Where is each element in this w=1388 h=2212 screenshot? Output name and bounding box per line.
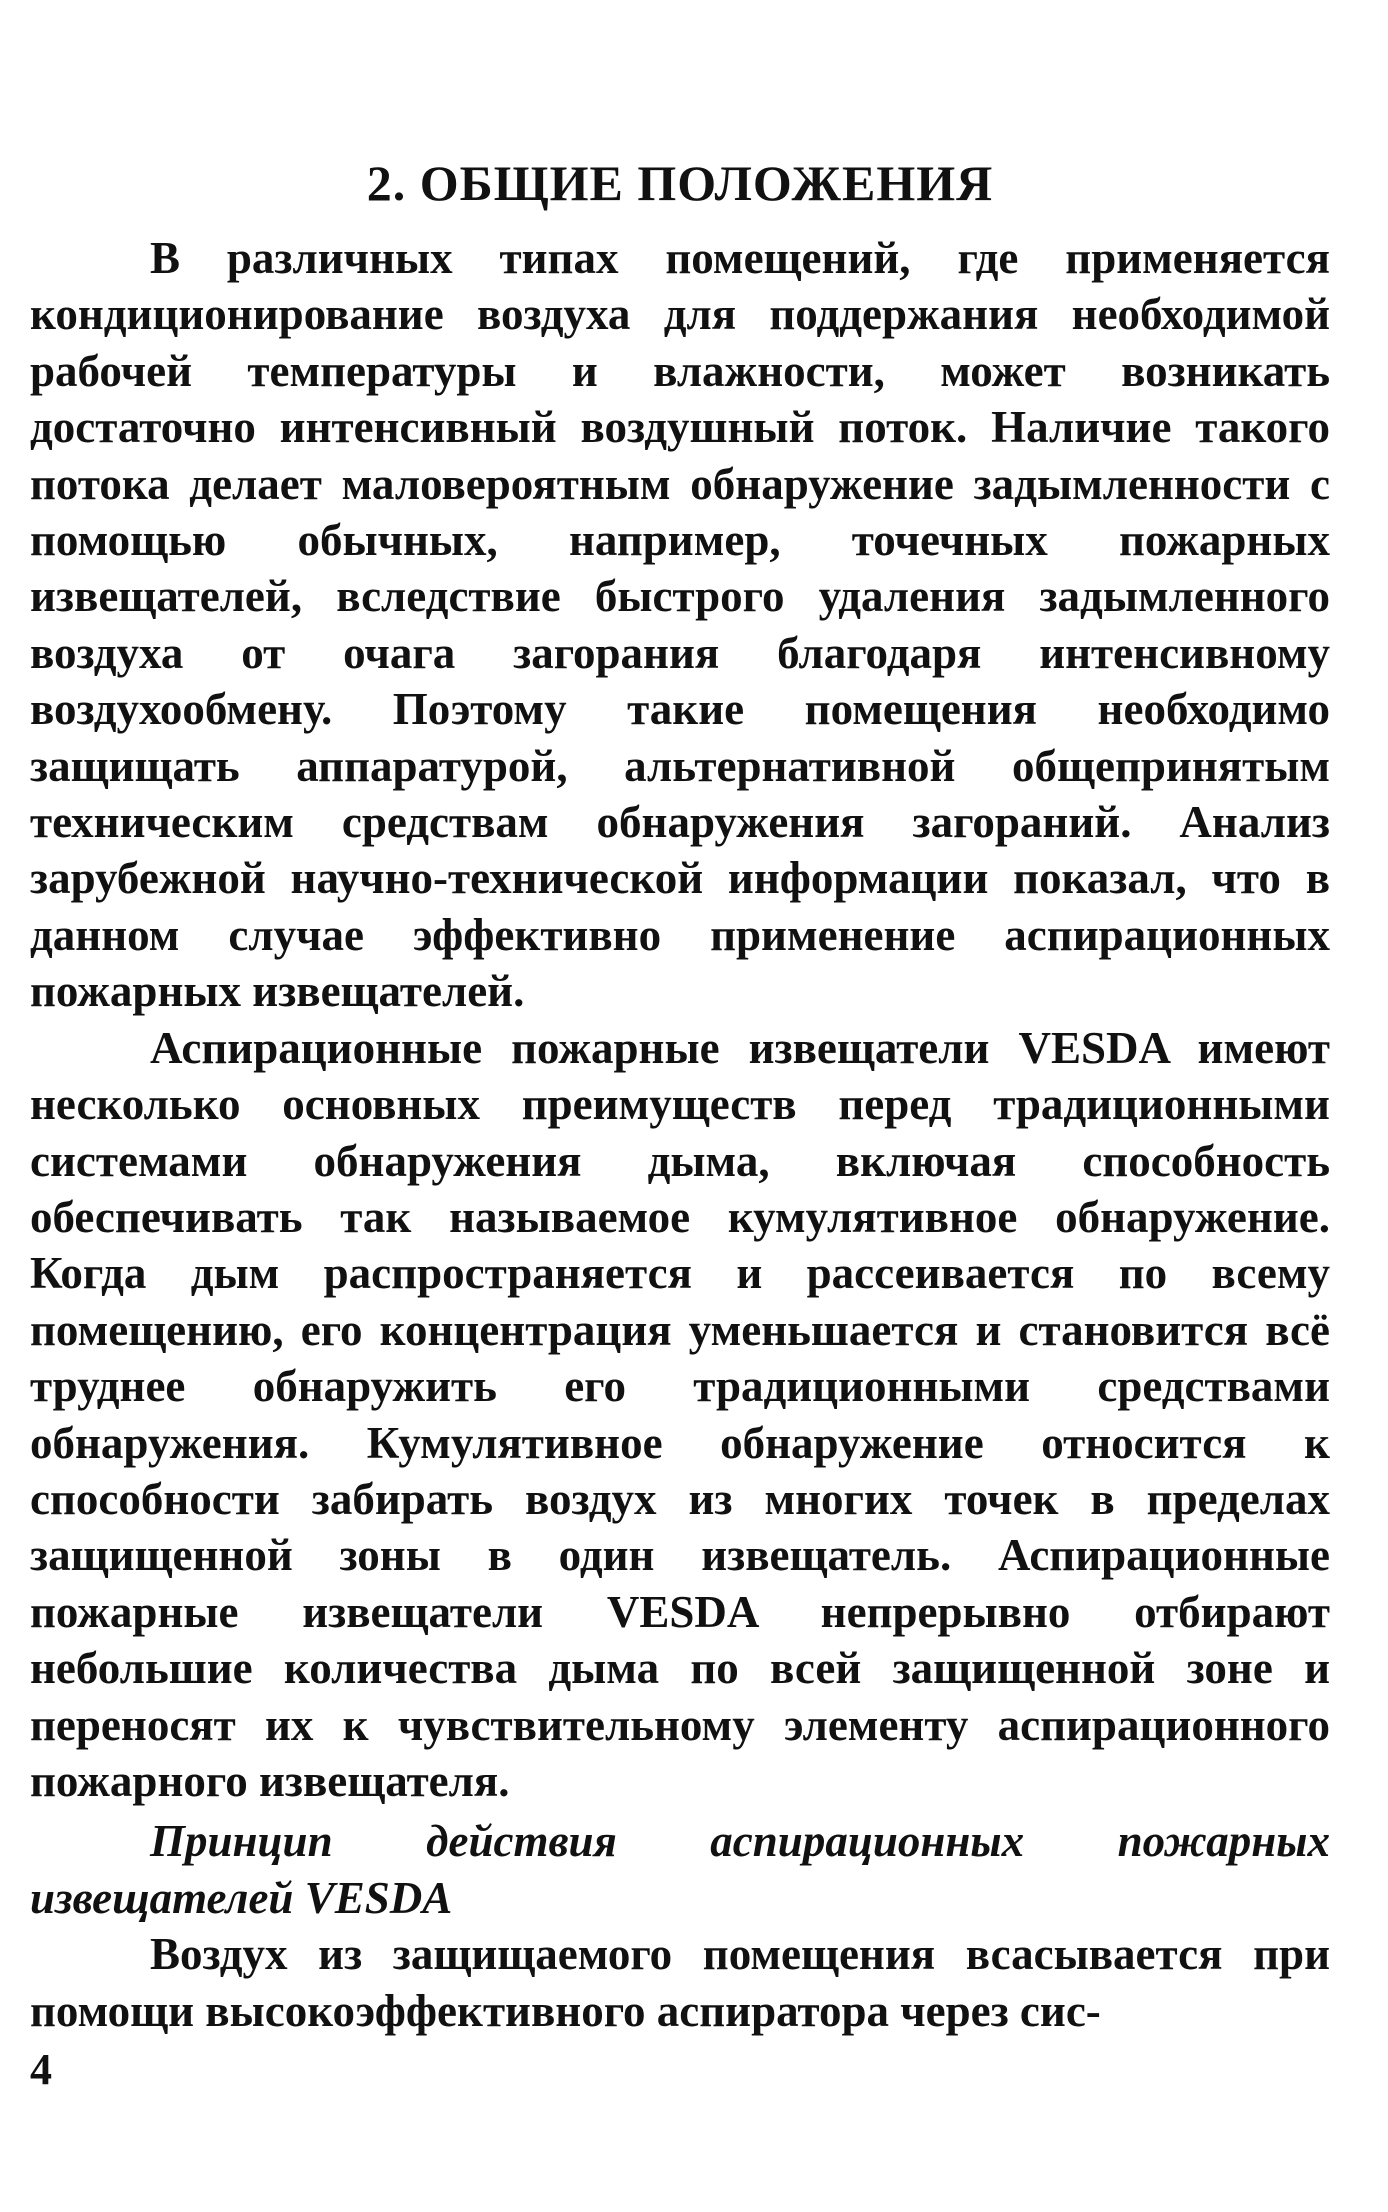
paragraph-2: Аспирационные пожарные извещатели VESDA имеют несколько основных преимуществ перед традиционными системами обнаружения дыма, включая способность обеспечивать так называемое кумулятивное обнаружение. Когда дым распространяется и рассеивается по всему помещению, его концентрация уменьшается и становится всё труднее обнаружить его традиционными средствами обнаружения. Кумулятивное обнаружение относится к способности забирать воздух из многих точек в пределах защищенной зоны в один извещатель. Аспирационные пожарные извещатели VESDA непрерывно отбирают небольшие количества дыма по всей защищенной зоне и переносят их к чувствительному элементу аспирационного пожарного извещателя.: [30, 1022, 1330, 1806]
document-page: [30, 150, 1330, 2039]
page-number: 4: [30, 2045, 52, 2094]
paragraph-3: Воздух из защищаемого помещения всасывается при помощи высокоэффективного аспиратора через сис-: [30, 1929, 1330, 2036]
subheading: Принцип действия аспирационных пожарных извещателей VESDA: [30, 1816, 1330, 1923]
paragraph-1: В различных типах помещений, где применяется кондиционирование воздуха для поддержания необходимой рабочей температуры и влажности, может возникать достаточно интенсивный воздушный поток. Наличие такого потока делает маловероятным обнаружение задымленности с помощью обычных, например, точечных пожарных извещателей, вследствие быстрого удаления задымленного воздуха от очага загорания благодаря интенсивному воздухообмену. Поэтому такие помещения необходимо защищать аппаратурой, альтернативной общепринятым техническим средствам обнаружения загораний. Анализ зарубежной научно-технической информации показал, что в данном случае эффективно применение аспирационных пожарных извещателей.: [30, 233, 1330, 1017]
section-title: 2. ОБЩИЕ ПОЛОЖЕНИЯ: [366, 155, 994, 211]
